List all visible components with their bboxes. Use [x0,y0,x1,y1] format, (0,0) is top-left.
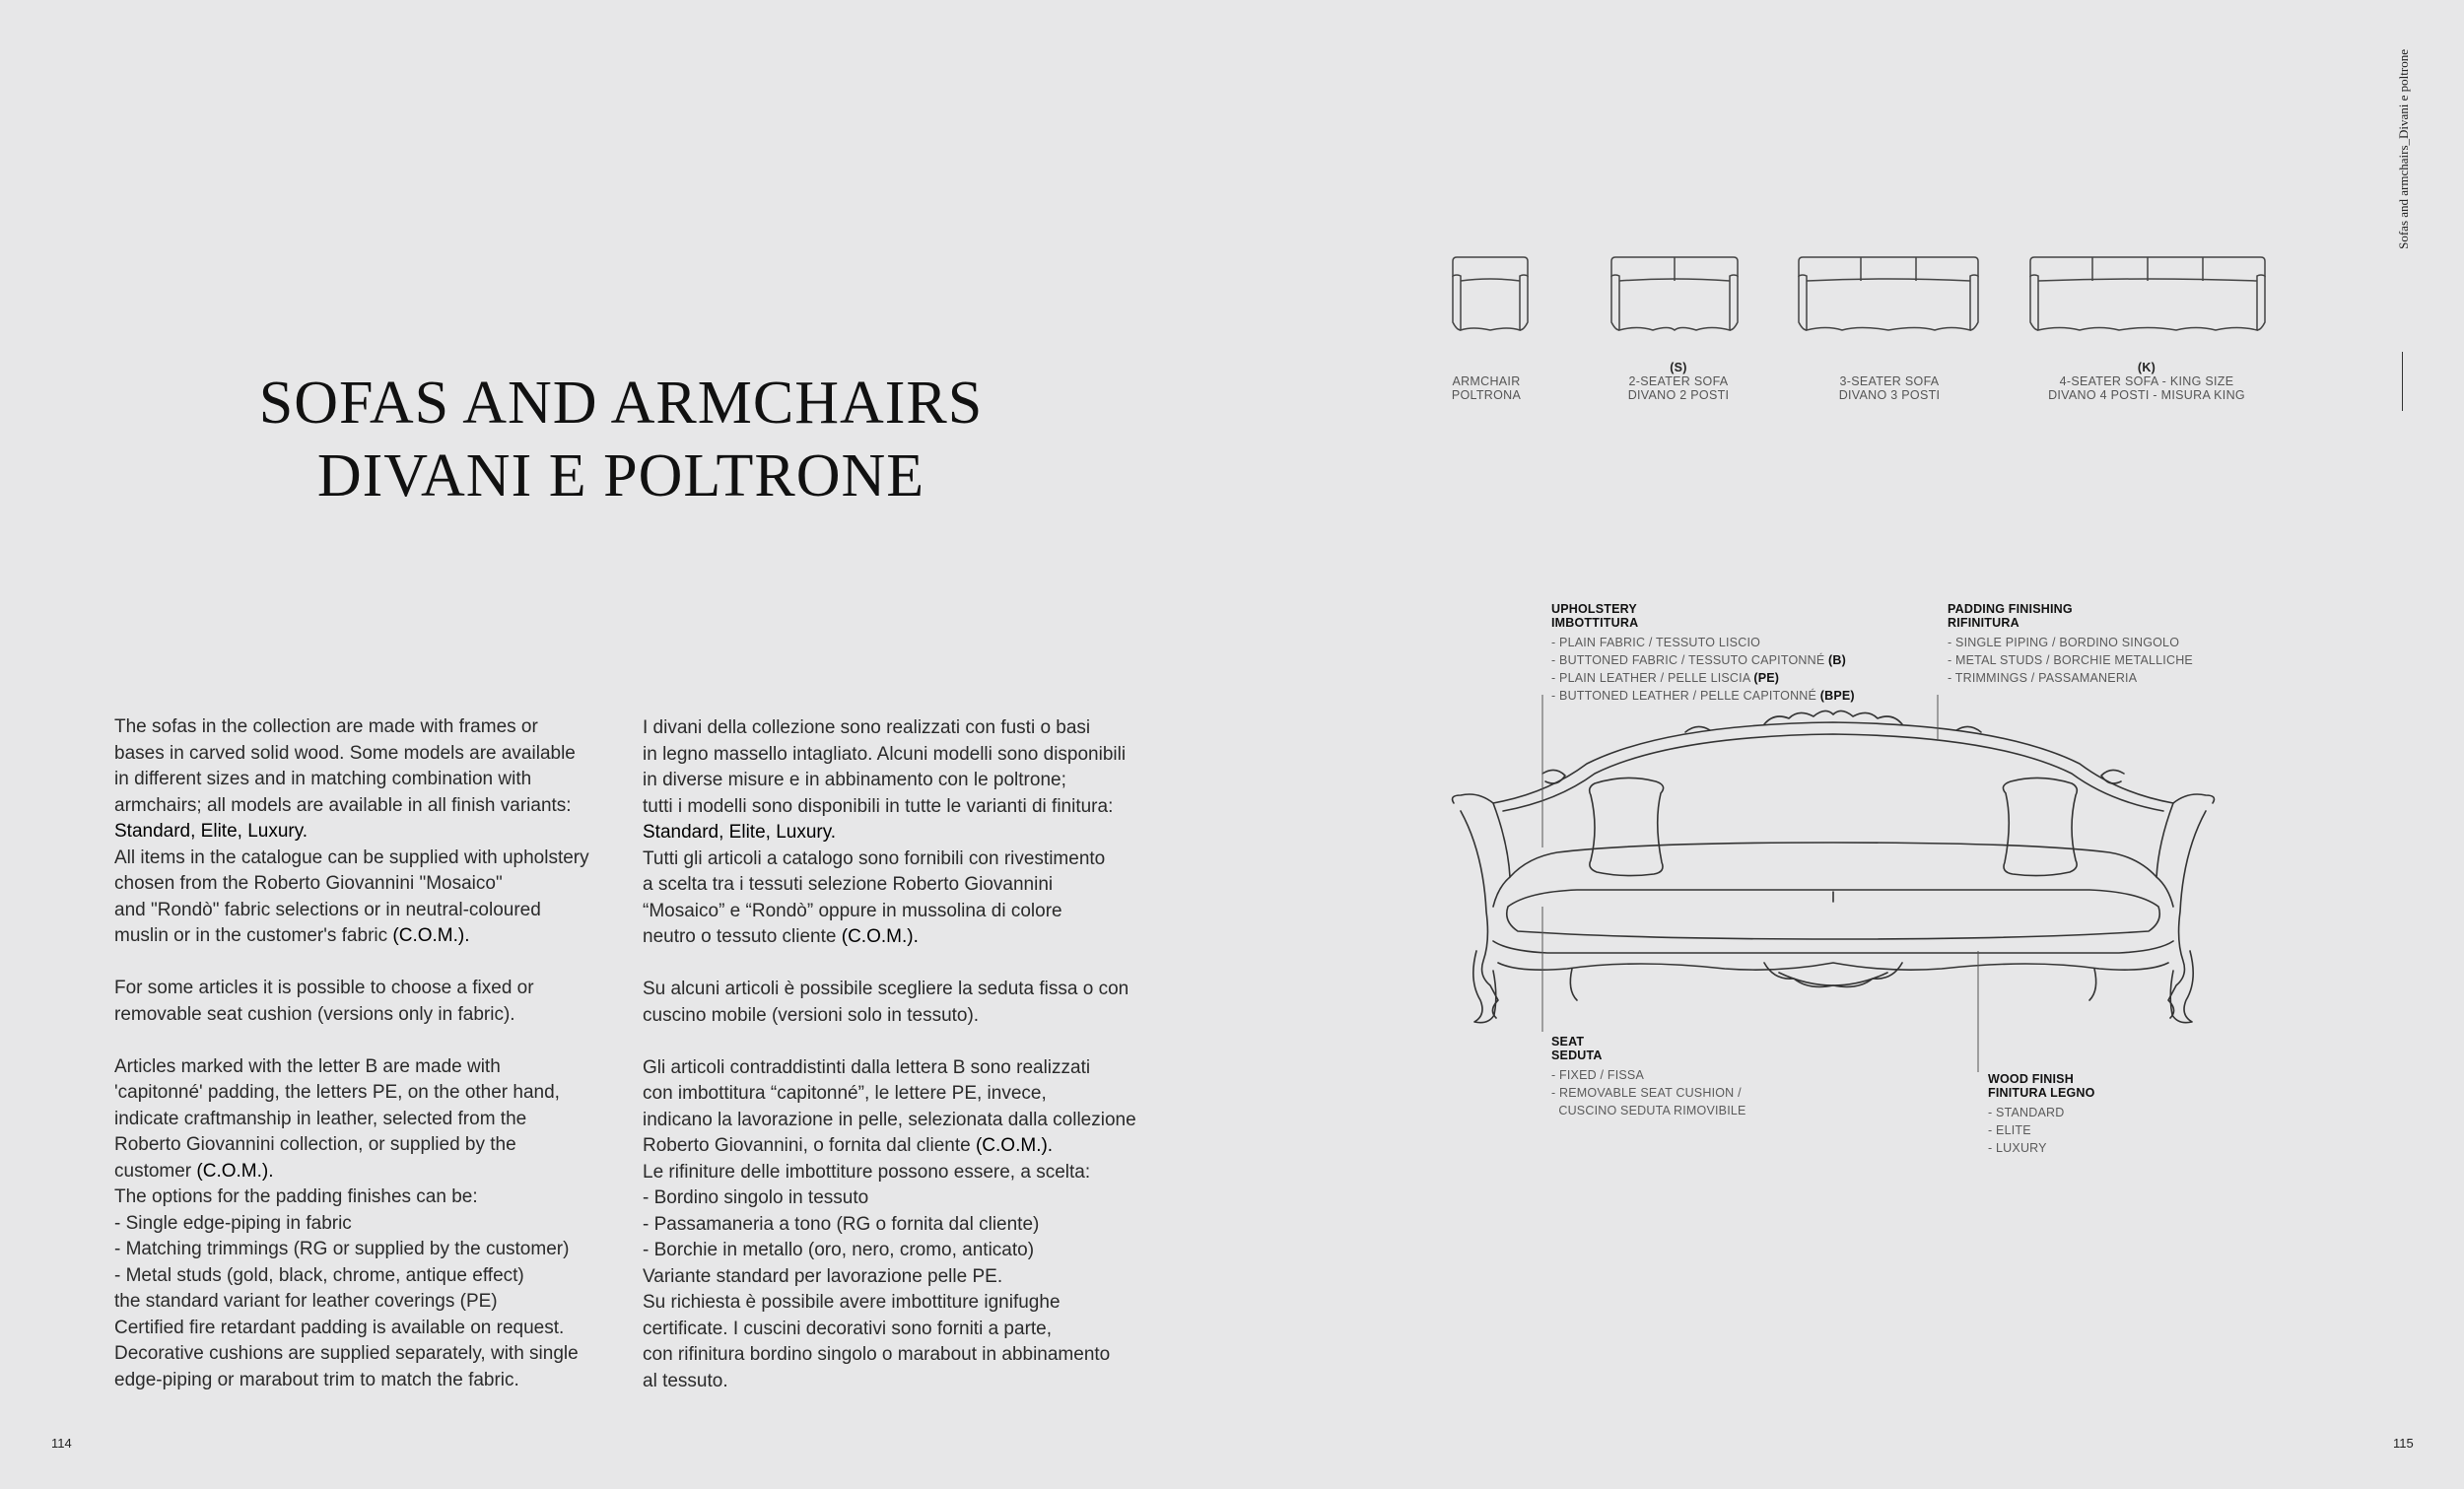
en-com-code: (C.O.M.). [196,1160,274,1182]
en-line: bases in carved solid wood. Some models are available [114,742,576,764]
sofa-type-armchair [1437,361,1536,402]
it-line: Le rifiniture delle imbottiture possono essere, a scelta: [643,1161,1091,1183]
title-line-en: SOFAS AND ARMCHAIRS [258,370,984,437]
page-number-right: 115 [2393,1436,2414,1451]
en-paragraph-3 [114,1054,627,1394]
three-seater-sofa-icon [1799,257,1978,330]
seat-callout [1551,1035,1746,1119]
it-line: Variante standard per lavorazione pelle PE. [643,1265,1003,1287]
sofa-type-en: 4-SEATER SOFA - KING SIZE [2059,374,2234,388]
english-text-column [114,714,627,1393]
it-line: in diverse misure e in abbinamento con le poltrone; [643,770,1066,790]
sofa-type-it: DIVANO 2 POSTI [1627,388,1730,402]
side-label-text: Sofas and armchairs_Divani e poltrone [2396,49,2411,249]
en-line: Certified fire retardant padding is available on request. [114,1317,565,1338]
it-line: tutti i modelli sono disponibili in tutte le varianti di finitura: [643,795,1114,817]
en-line: Articles marked with the letter B are made with [114,1055,501,1077]
en-line: All items in the catalogue can be supplied with upholstery [114,846,589,868]
upholstery-option: - PLAIN LEATHER / PELLE LISCIA (PE) [1551,671,1780,685]
it-line: “Mosaico” e “Rondò” oppure in mussolina di colore [643,900,1062,921]
wood-option: - STANDARD [1988,1106,2065,1119]
en-line: - Metal studs (gold, black, chrome, antique effect) [114,1264,524,1286]
sofa-type-en: ARMCHAIR [1452,374,1521,388]
en-line: and "Rondò" fabric selections or in neutral-coloured [114,899,541,920]
padding-heading-it: RIFINITURA [1948,616,2019,630]
en-line: - Matching trimmings (RG or supplied by the customer) [114,1239,570,1259]
sofa-type-code [1437,361,1536,374]
it-line: I divani della collezione sono realizzati con fusti o basi [643,717,1091,738]
upholstery-heading-en: UPHOLSTERY [1551,602,1637,616]
sofa-type-it: POLTRONA [1451,388,1522,402]
it-line: Tutti gli articoli a catalogo sono fornibili con rivestimento [643,847,1106,869]
upholstery-heading-it: IMBOTTITURA [1551,616,1639,630]
en-line: The options for the padding finishes can be: [114,1186,478,1207]
it-paragraph-1 [643,715,1155,951]
en-line: The sofas in the collection are made with frames or [114,716,538,737]
side-label-rule [2402,352,2403,411]
it-line: a scelta tra i tessuti selezione Roberto Giovannini [643,874,1054,895]
sofa-size-icons [1439,251,2277,345]
upholstery-option: - PLAIN FABRIC / TESSUTO LISCIO [1551,636,1761,649]
page-title [197,367,1045,512]
en-line: - Single edge-piping in fabric [114,1212,352,1234]
en-line: Roberto Giovannini collection, or supplied by the [114,1134,516,1155]
en-paragraph-1 [114,714,627,950]
upholstery-callout [1551,602,1855,705]
italian-text-column [643,715,1155,1394]
it-line: Roberto Giovannini, o fornita dal cliente [643,1135,976,1156]
en-line: muslin or in the customer's fabric [114,925,393,946]
sofa-type-code: (S) [1670,361,1687,374]
wood-finish-callout [1988,1072,2095,1157]
sofa-type-code [1801,361,1978,374]
padding-heading-en: PADDING FINISHING [1948,602,2073,616]
seat-option: - FIXED / FISSA [1551,1068,1644,1082]
it-line: indicano la lavorazione in pelle, selezionata dalla collezione [643,1109,1136,1130]
it-com-code: (C.O.M.). [975,1135,1054,1156]
en-line: For some articles it is possible to choose a fixed or [114,978,534,998]
en-line: edge-piping or marabout trim to match the fabric. [114,1369,519,1390]
seat-heading-it: SEDUTA [1551,1049,1603,1062]
it-line: Gli articoli contraddistinti dalla lettera B sono realizzati [643,1056,1091,1078]
it-line: - Bordino singolo in tessuto [643,1187,869,1208]
en-line: the standard variant for leather coverings (PE) [114,1291,498,1312]
sofa-type-2-seater [1590,361,1767,402]
en-com-code: (C.O.M.). [392,925,470,946]
padding-option: - TRIMMINGS / PASSAMANERIA [1948,671,2138,685]
sofa-type-3-seater [1801,361,1978,402]
sofa-type-en: 3-SEATER SOFA [1839,374,1940,388]
it-com-code: (C.O.M.). [841,926,919,947]
en-line: Decorative cushions are supplied separately, with single [114,1343,579,1364]
callout-leader-lines [1478,690,2070,1084]
it-line: - Borchie in metallo (oro, nero, cromo, anticato) [643,1240,1035,1260]
sofa-type-4-seater [2019,361,2275,402]
it-line: con imbottitura “capitonné”, le lettere PE, invece, [643,1083,1047,1104]
wood-heading-en: WOOD FINISH [1988,1072,2074,1086]
it-line: certificate. I cuscini decorativi sono forniti a parte, [643,1318,1053,1339]
en-finish-variants: Standard, Elite, Luxury. [114,821,308,842]
it-line: in legno massello intagliato. Alcuni modelli sono disponibili [643,743,1127,765]
sofa-type-it: DIVANO 3 POSTI [1838,388,1941,402]
it-line: con rifinitura bordino singolo o marabout in abbinamento [643,1344,1111,1365]
it-paragraph-2 [643,977,1155,1029]
wood-option: - LUXURY [1988,1141,2047,1155]
padding-option: - SINGLE PIPING / BORDINO SINGOLO [1948,636,2180,649]
it-finish-variants: Standard, Elite, Luxury. [643,822,837,843]
sofa-type-code: (K) [2137,361,2156,374]
en-line: customer [114,1160,197,1182]
it-paragraph-3 [643,1055,1155,1395]
seat-option: - REMOVABLE SEAT CUSHION / [1551,1086,1742,1100]
en-line: removable seat cushion (versions only in fabric). [114,1003,515,1025]
it-line: Su alcuni articoli è possibile scegliere la seduta fissa o con [643,979,1129,999]
title-line-it: DIVANI E POLTRONE [316,442,925,509]
it-line: neutro o tessuto cliente [643,926,842,947]
it-line: - Passamaneria a tono (RG o fornita dal cliente) [643,1213,1040,1235]
it-line: al tessuto. [643,1370,728,1391]
en-line: in different sizes and in matching combination with [114,769,532,789]
sofa-type-en: 2-SEATER SOFA [1628,374,1729,388]
it-line: Su richiesta è possibile avere imbottiture ignifughe [643,1292,1061,1313]
sofa-type-it: DIVANO 4 POSTI - MISURA KING [2048,388,2245,402]
en-line: 'capitonné' padding, the letters PE, on the other hand, [114,1082,560,1103]
en-line: indicate craftmanship in leather, selected from the [114,1108,527,1129]
seat-option: CUSCINO SEDUTA RIMOVIBILE [1551,1104,1746,1117]
upholstery-option: - BUTTONED FABRIC / TESSUTO CAPITONNÉ (B) [1551,653,1846,667]
armchair-icon [1453,257,1528,330]
four-seater-sofa-icon [2030,257,2265,330]
en-line: chosen from the Roberto Giovannini "Mosaico" [114,873,503,894]
it-line: cuscino mobile (versioni solo in tessuto). [643,1004,980,1026]
wood-option: - ELITE [1988,1123,2031,1137]
en-paragraph-2 [114,976,627,1028]
seat-heading-en: SEAT [1551,1035,1585,1049]
en-line: armchairs; all models are available in all finish variants: [114,794,572,816]
side-section-label [2391,49,2415,360]
padding-finishing-callout [1948,602,2193,687]
wood-heading-it: FINITURA LEGNO [1988,1086,2095,1100]
upholstery-option: - BUTTONED LEATHER / PELLE CAPITONNÉ (BPE) [1551,689,1855,703]
two-seater-sofa-icon [1611,257,1738,330]
page-number-left: 114 [51,1436,72,1451]
padding-option: - METAL STUDS / BORCHIE METALLICHE [1948,653,2193,667]
